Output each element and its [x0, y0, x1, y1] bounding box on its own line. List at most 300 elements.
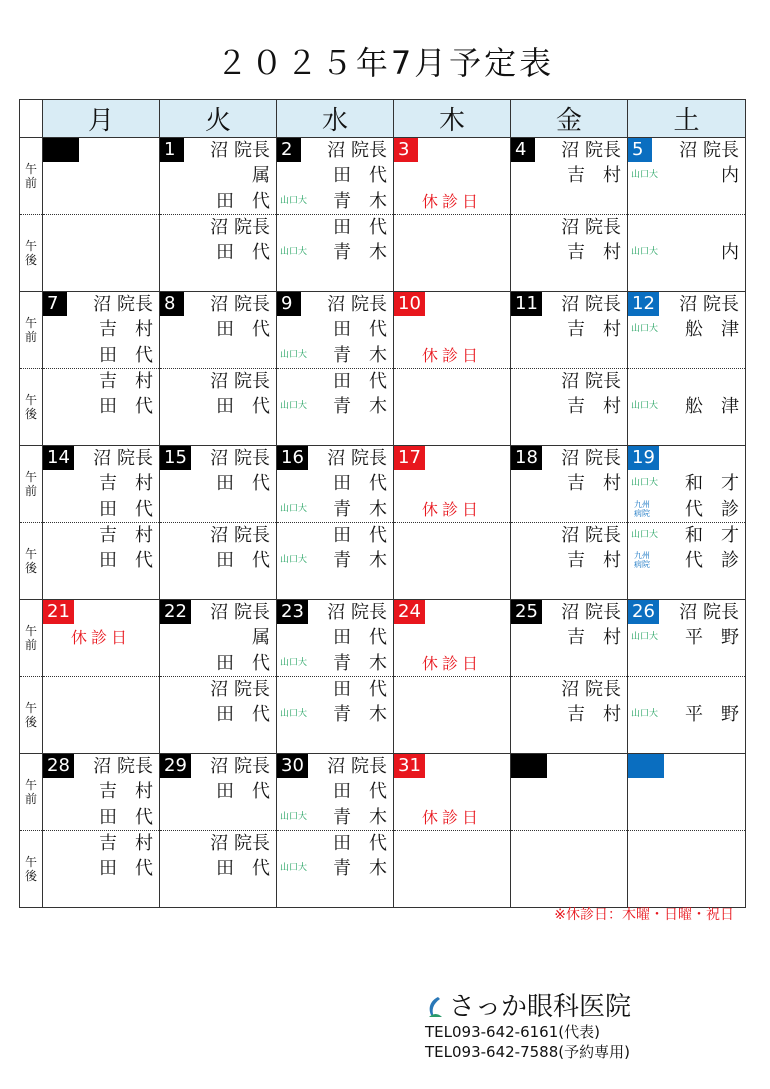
doctor-name: 沼 院長 [210, 525, 270, 546]
schedule-line [511, 138, 627, 163]
schedule-line [628, 138, 745, 163]
schedule-line [277, 471, 393, 496]
schedule-line [628, 497, 745, 522]
day-cell [43, 215, 160, 292]
page-title: ２０２５年7月予定表 [215, 44, 555, 82]
schedule-line [277, 446, 393, 471]
doctor-name: 吉 村 [567, 165, 621, 186]
yamaguchi-univ-tag: 山口大 [631, 170, 659, 180]
schedule-line [511, 317, 627, 342]
period-char: 後 [24, 253, 37, 267]
week-1-am-row [20, 138, 746, 215]
period-char: 前 [24, 484, 37, 498]
period-char: 前 [24, 792, 37, 806]
schedule-line [277, 856, 393, 881]
day-cell [511, 292, 628, 369]
day-cell [43, 292, 160, 369]
doctor-name: 沼 院長 [210, 602, 270, 623]
doctor-name: 吉 村 [567, 319, 621, 340]
schedule-line [160, 240, 276, 265]
period-label [20, 677, 43, 754]
clinic-tel-reservation: TEL093-642-7588(予約専用) [425, 1043, 630, 1061]
period-char: 午 [24, 778, 37, 792]
doctor-name: 沼 院長 [561, 217, 621, 238]
schedule-line [628, 523, 745, 548]
yamaguchi-univ-tag: 山口大 [631, 632, 659, 642]
date-number: 28 [43, 754, 74, 778]
schedule-line [511, 600, 627, 625]
schedule-table [19, 99, 746, 908]
yamaguchi-univ-tag: 山口大 [631, 324, 659, 334]
schedule-line [628, 163, 745, 188]
day-cell [511, 446, 628, 523]
day-cell [43, 138, 160, 215]
doctor-name: 吉 村 [99, 781, 153, 802]
week-3-pm-row [20, 523, 746, 600]
day-cell [394, 292, 511, 369]
day-cell [394, 677, 511, 754]
doctor-name: 平 野 [685, 704, 739, 725]
period-label [20, 446, 43, 523]
period-label [20, 523, 43, 600]
yamaguchi-univ-tag: 山口大 [280, 863, 308, 873]
doctor-name: 田 代 [99, 807, 153, 828]
schedule-line [628, 394, 745, 419]
doctor-name: 沼 院長 [210, 448, 270, 469]
date-number: 19 [628, 446, 659, 470]
doctor-name: 吉 村 [567, 627, 621, 648]
yamaguchi-univ-tag: 山口大 [280, 812, 308, 822]
period-char: 前 [24, 638, 37, 652]
day-cell [277, 369, 394, 446]
doctor-name: 沼 院長 [210, 833, 270, 854]
schedule-line [628, 600, 745, 625]
doctor-name: 沼 院長 [679, 140, 739, 161]
day-cell [394, 369, 511, 446]
schedule-line [277, 779, 393, 804]
schedule-line [43, 831, 159, 856]
day-cell [394, 600, 511, 677]
schedule-line [160, 600, 276, 625]
period-label [20, 138, 43, 215]
schedule-line [277, 548, 393, 573]
doctor-name: 青 木 [333, 653, 387, 674]
doctor-name: 沼 院長 [93, 294, 153, 315]
yamaguchi-univ-tag: 山口大 [280, 709, 308, 719]
doctor-name: 和 才 [685, 525, 739, 546]
day-cell [277, 523, 394, 600]
schedule-line [43, 317, 159, 342]
weekday-fri: 金 [511, 100, 628, 138]
date-number: 4 [511, 138, 535, 162]
period-label [20, 369, 43, 446]
doctor-name: 吉 村 [99, 371, 153, 392]
doctor-name: 舩 津 [685, 319, 739, 340]
doctor-name: 田 代 [216, 858, 270, 879]
day-cell [160, 446, 277, 523]
doctor-name: 沼 院長 [93, 756, 153, 777]
day-cell [160, 831, 277, 908]
schedule-line [43, 856, 159, 881]
yamaguchi-univ-tag: 山口大 [631, 247, 659, 257]
schedule-line [160, 471, 276, 496]
day-cell [160, 215, 277, 292]
week-2-pm-row [20, 369, 746, 446]
doctor-name: 田 代 [333, 319, 387, 340]
schedule-line [277, 497, 393, 522]
schedule-line [160, 138, 276, 163]
schedule-line [628, 548, 745, 573]
doctor-name: 舩 津 [685, 396, 739, 417]
schedule-line [628, 369, 745, 394]
date-number: 11 [511, 292, 542, 316]
weekday-header-row [20, 100, 746, 138]
schedule-line [628, 702, 745, 727]
date-number: 31 [394, 754, 425, 778]
day-cell [160, 754, 277, 831]
period-char: 前 [24, 176, 37, 190]
clinic-tel-main: TEL093-642-6161(代表) [425, 1023, 600, 1041]
day-cell [511, 215, 628, 292]
yamaguchi-univ-tag: 山口大 [280, 247, 308, 257]
schedule-line [160, 548, 276, 573]
doctor-name: 沼 院長 [210, 294, 270, 315]
schedule-line [511, 292, 627, 317]
week-5-pm-row [20, 831, 746, 908]
schedule-line [160, 189, 276, 214]
date-number: 22 [160, 600, 191, 624]
doctor-name: 青 木 [333, 191, 387, 212]
schedule-line [160, 831, 276, 856]
schedule-line [628, 215, 745, 240]
day-cell [277, 831, 394, 908]
schedule-line [160, 317, 276, 342]
day-cell [43, 369, 160, 446]
period-char: 午 [24, 470, 37, 484]
schedule-line [277, 677, 393, 702]
date-number: 24 [394, 600, 425, 624]
clinic-logo-icon [425, 995, 443, 1019]
day-cell [628, 446, 746, 523]
day-cell [43, 831, 160, 908]
doctor-name: 田 代 [333, 781, 387, 802]
schedule-line [511, 446, 627, 471]
yamaguchi-univ-tag: 山口大 [631, 709, 659, 719]
doctor-name: 田 代 [216, 319, 270, 340]
day-cell [628, 369, 746, 446]
day-cell [394, 215, 511, 292]
schedule-line [277, 138, 393, 163]
schedule-line [277, 189, 393, 214]
yamaguchi-univ-tag: 山口大 [280, 658, 308, 668]
period-label [20, 292, 43, 369]
period-char: 午 [24, 239, 37, 253]
day-cell [394, 446, 511, 523]
doctor-name: 吉 村 [99, 833, 153, 854]
schedule-line [160, 677, 276, 702]
doctor-name: 属 [252, 165, 270, 186]
schedule-line [160, 754, 276, 779]
period-char: 午 [24, 162, 37, 176]
day-cell [160, 677, 277, 754]
date-number: 26 [628, 600, 659, 624]
day-cell [394, 523, 511, 600]
period-label [20, 831, 43, 908]
period-char: 後 [24, 715, 37, 729]
day-cell [394, 754, 511, 831]
doctor-name: 吉 村 [567, 704, 621, 725]
blank-date-marker [511, 754, 547, 778]
doctor-name: 吉 村 [99, 319, 153, 340]
doctor-name: 田 代 [216, 653, 270, 674]
schedule-line [511, 471, 627, 496]
day-cell [511, 754, 628, 831]
period-char: 前 [24, 330, 37, 344]
doctor-name: 吉 村 [567, 396, 621, 417]
doctor-name: 吉 村 [567, 242, 621, 263]
yamaguchi-univ-tag: 山口大 [280, 350, 308, 360]
doctor-name: 沼 院長 [210, 140, 270, 161]
doctor-name: 青 木 [333, 550, 387, 571]
doctor-name: 沼 院長 [561, 371, 621, 392]
day-cell [628, 677, 746, 754]
doctor-name: 田 代 [333, 525, 387, 546]
schedule-line [628, 240, 745, 265]
doctor-name: 田 代 [99, 499, 153, 520]
doctor-name: 沼 院長 [327, 756, 387, 777]
period-char: 午 [24, 701, 37, 715]
doctor-name: 内 [721, 242, 739, 263]
period-char: 午 [24, 855, 37, 869]
date-number: 14 [43, 446, 74, 470]
doctor-name: 吉 村 [99, 473, 153, 494]
doctor-name: 田 代 [333, 371, 387, 392]
day-cell [277, 446, 394, 523]
yamaguchi-univ-tag: 山口大 [280, 196, 308, 206]
period-char: 後 [24, 869, 37, 883]
week-2-am-row [20, 292, 746, 369]
kyushu-hospital-tag: 九州病院 [634, 500, 650, 518]
schedule-line [277, 831, 393, 856]
doctor-name: 田 代 [216, 191, 270, 212]
schedule-line [160, 856, 276, 881]
schedule-line [160, 163, 276, 188]
doctor-name: 青 木 [333, 242, 387, 263]
doctor-name: 沼 院長 [561, 602, 621, 623]
day-cell [160, 369, 277, 446]
closed-day-label: 休診日 [70, 628, 131, 647]
date-number: 21 [43, 600, 74, 624]
schedule-line [628, 292, 745, 317]
week-4-pm-row [20, 677, 746, 754]
doctor-name: 平 野 [685, 627, 739, 648]
date-number: 10 [394, 292, 425, 316]
schedule-line [43, 292, 159, 317]
date-number: 1 [160, 138, 184, 162]
doctor-name: 田 代 [216, 781, 270, 802]
doctor-name: 沼 院長 [679, 294, 739, 315]
yamaguchi-univ-tag: 山口大 [280, 401, 308, 411]
yamaguchi-univ-tag: 山口大 [280, 555, 308, 565]
date-number: 25 [511, 600, 542, 624]
schedule-line [511, 548, 627, 573]
schedule-line [43, 548, 159, 573]
period-char: 午 [24, 547, 37, 561]
schedule-line [511, 625, 627, 650]
day-cell [277, 138, 394, 215]
doctor-name: 青 木 [333, 396, 387, 417]
schedule-line [277, 369, 393, 394]
closed-day-label: 休診日 [421, 808, 482, 827]
period-char: 後 [24, 561, 37, 575]
clinic-name: さっか眼科医院 [449, 992, 632, 1022]
day-cell [511, 369, 628, 446]
day-cell [628, 215, 746, 292]
schedule-line [628, 677, 745, 702]
schedule-line [277, 805, 393, 830]
day-cell [43, 754, 160, 831]
period-char: 後 [24, 407, 37, 421]
weekday-tue: 火 [160, 100, 277, 138]
schedule-line [160, 625, 276, 650]
schedule-line [277, 754, 393, 779]
day-cell [43, 446, 160, 523]
doctor-name: 田 代 [333, 833, 387, 854]
day-cell [511, 523, 628, 600]
schedule-line [277, 702, 393, 727]
weekday-mon: 月 [43, 100, 160, 138]
doctor-name: 沼 院長 [327, 448, 387, 469]
day-cell [43, 600, 160, 677]
schedule-line [160, 779, 276, 804]
schedule-line [43, 471, 159, 496]
schedule-line [160, 523, 276, 548]
date-number: 16 [277, 446, 308, 470]
day-cell [160, 600, 277, 677]
schedule-line [511, 702, 627, 727]
schedule-line [277, 292, 393, 317]
schedule-line [43, 394, 159, 419]
day-cell [277, 215, 394, 292]
day-cell [628, 831, 746, 908]
doctor-name: 沼 院長 [561, 525, 621, 546]
date-number: 2 [277, 138, 301, 162]
day-cell [160, 292, 277, 369]
period-char: 午 [24, 316, 37, 330]
doctor-name: 代 診 [685, 550, 739, 571]
closed-day-label: 休診日 [421, 192, 482, 211]
schedule-line [160, 292, 276, 317]
doctor-name: 沼 院長 [561, 294, 621, 315]
closed-days-note: ※休診日：木曜・日曜・祝日 [554, 907, 734, 923]
closed-day-label: 休診日 [421, 500, 482, 519]
day-cell [277, 677, 394, 754]
doctor-name: 青 木 [333, 499, 387, 520]
doctor-name: 沼 院長 [327, 140, 387, 161]
schedule-line [277, 163, 393, 188]
doctor-name: 田 代 [333, 217, 387, 238]
schedule-line [43, 497, 159, 522]
day-cell [511, 831, 628, 908]
week-1-pm-row [20, 215, 746, 292]
schedule-line [277, 651, 393, 676]
date-number: 30 [277, 754, 308, 778]
closed-day-label: 休診日 [421, 654, 482, 673]
day-cell [511, 600, 628, 677]
schedule-line [628, 317, 745, 342]
day-cell [628, 292, 746, 369]
date-number: 18 [511, 446, 542, 470]
schedule-line [511, 240, 627, 265]
day-cell [394, 831, 511, 908]
schedule-line [43, 343, 159, 368]
schedule-line [628, 471, 745, 496]
doctor-name: 田 代 [333, 165, 387, 186]
period-label [20, 215, 43, 292]
schedule-line [43, 446, 159, 471]
date-number: 23 [277, 600, 308, 624]
doctor-name: 沼 院長 [561, 679, 621, 700]
period-label [20, 600, 43, 677]
doctor-name: 田 代 [99, 396, 153, 417]
weekday-thu: 木 [394, 100, 511, 138]
schedule-line [160, 215, 276, 240]
doctor-name: 吉 村 [567, 473, 621, 494]
day-cell [43, 523, 160, 600]
doctor-name: 沼 院長 [327, 294, 387, 315]
schedule-line [277, 625, 393, 650]
day-cell [628, 523, 746, 600]
week-5-am-row [20, 754, 746, 831]
schedule-line [43, 754, 159, 779]
doctor-name: 田 代 [216, 242, 270, 263]
schedule-line [628, 446, 745, 471]
day-cell [277, 600, 394, 677]
doctor-name: 沼 院長 [561, 448, 621, 469]
period-char: 午 [24, 393, 37, 407]
schedule-line [277, 343, 393, 368]
doctor-name: 青 木 [333, 704, 387, 725]
clinic-info [425, 992, 631, 1062]
date-number: 15 [160, 446, 191, 470]
blank-date-marker [628, 754, 664, 778]
day-cell [160, 523, 277, 600]
doctor-name: 田 代 [216, 396, 270, 417]
doctor-name: 田 代 [99, 345, 153, 366]
schedule-line [43, 369, 159, 394]
schedule-line [277, 240, 393, 265]
day-cell [511, 138, 628, 215]
schedule-line [160, 394, 276, 419]
schedule-line [511, 215, 627, 240]
day-cell [511, 677, 628, 754]
schedule-line [277, 215, 393, 240]
schedule-line [511, 523, 627, 548]
schedule-line [277, 600, 393, 625]
week-3-am-row [20, 446, 746, 523]
doctor-name: 沼 院長 [327, 602, 387, 623]
schedule-line [511, 394, 627, 419]
date-number: 3 [394, 138, 418, 162]
date-number: 7 [43, 292, 67, 316]
schedule-line [43, 805, 159, 830]
doctor-name: 田 代 [333, 679, 387, 700]
doctor-name: 青 木 [333, 858, 387, 879]
day-cell [43, 677, 160, 754]
day-cell [628, 754, 746, 831]
doctor-name: 沼 院長 [210, 371, 270, 392]
doctor-name: 田 代 [216, 473, 270, 494]
